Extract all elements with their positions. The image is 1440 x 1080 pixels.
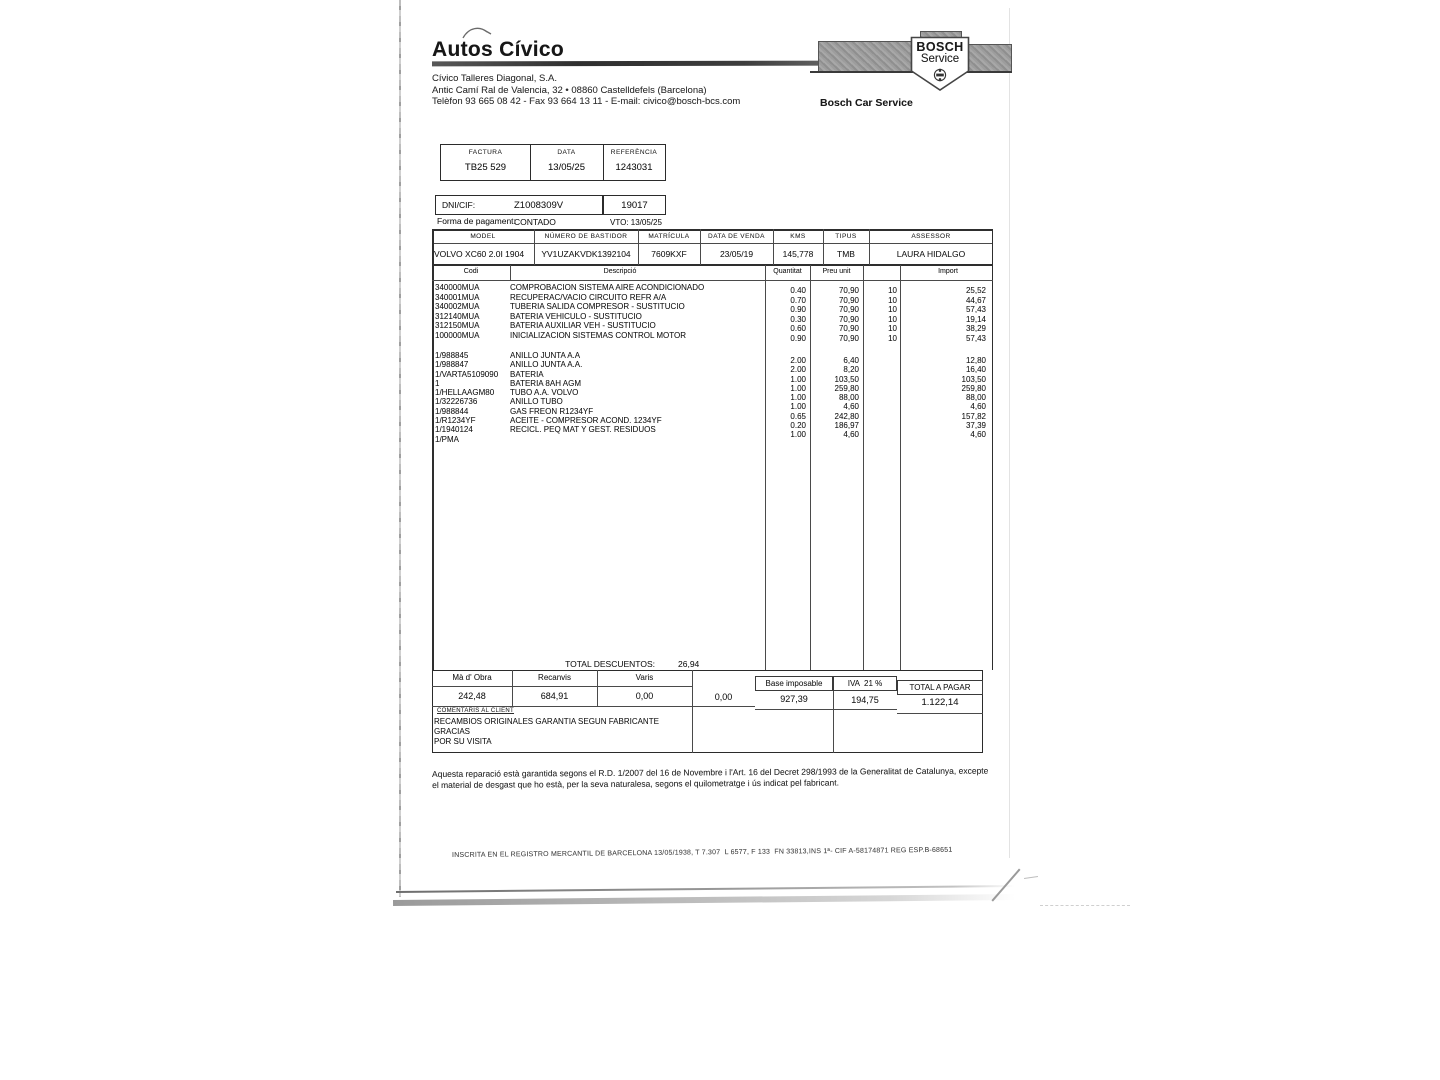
- total-descuentos-label: TOTAL DESCUENTOS:: [565, 659, 655, 669]
- parts-code-column-cell: 1/1940124: [435, 425, 473, 435]
- totals-right-values-underline-1: [755, 709, 897, 710]
- payment-vto: VTO: 13/05/25: [610, 218, 662, 227]
- data-label: DATA: [557, 149, 576, 156]
- vehicle-tipus-value: TMB: [837, 249, 855, 259]
- parts-code-column-cell: 1/988845: [435, 351, 469, 360]
- labor-price-column-cell: 70,90: [838, 324, 859, 333]
- payment-value: CONTADO: [514, 217, 556, 227]
- labor-code-column-cell: 312150MUA: [435, 321, 480, 330]
- totals-left-values-underline: [432, 706, 755, 707]
- labor-desc-column-cell: INICIALIZACION SISTEMAS CONTROL MOTOR: [510, 330, 687, 340]
- labor-dte-column-cell: 10: [888, 305, 897, 314]
- parts-qty-column-cell: 0.20: [790, 421, 806, 431]
- address-line-2: Antic Camí Ral de Valencia, 32 • 08860 Castelldefels (Barcelona): [432, 84, 707, 96]
- vehicle-bastidor-value: YV1UZAKVDK1392104: [541, 249, 631, 259]
- labor-qty-column-cell: 0.90: [790, 305, 806, 314]
- labor-desc-column-cell: TUBERIA SALIDA COMPRESOR - SUSTITUCIO: [510, 302, 685, 311]
- parts-desc-column-cell: GAS FREON R1234YF: [510, 406, 594, 416]
- parts-desc-column-cell: [510, 435, 764, 444]
- labor-amount-column-cell: 38,29: [965, 324, 986, 333]
- page-bottom-shadow-band: [393, 894, 1015, 906]
- labor-price-column-cell: 70,90: [838, 333, 859, 343]
- page-bottom-dotted-mark: [1040, 905, 1130, 906]
- items-header-codi: Codi: [463, 268, 479, 275]
- labor-desc-column-cell: COMPROBACION SISTEMA AIRE ACONDICIONADO: [510, 283, 705, 292]
- varis-value: 0,00: [635, 691, 654, 701]
- warranty-disclaimer: Aquesta reparació està garantida segons el R.D. 1/2007 del 16 de Novembre i l'Art. 16 del Decret 298/1993 de la Generalitat de Catalunya, excepte el material de desgast que ho està, per la seva naturalesa, segons el quilometratge i ús indicat pel fabricant.: [432, 765, 989, 790]
- page-bottom-shadow-line: [396, 885, 1014, 893]
- items-col-divider-price: [810, 265, 811, 670]
- labor-code-column: [435, 283, 509, 340]
- parts-desc-column-cell: ANILLO JUNTA A.A: [510, 351, 581, 360]
- labor-price-column: [812, 286, 859, 343]
- labor-amount-column-cell: 57,43: [965, 305, 986, 314]
- labor-price-column-cell: 70,90: [838, 305, 859, 314]
- vehicle-header-kms: KMS: [790, 233, 806, 240]
- parts-price-column-cell: 6,40: [843, 356, 859, 365]
- labor-desc-column: [510, 283, 764, 340]
- total-a-pagar-value: 1.122,14: [921, 697, 959, 708]
- vehicle-matricula-value: 7609KXF: [651, 249, 687, 259]
- labor-amount-column-cell: 57,43: [965, 333, 986, 343]
- parts-qty-column-cell: 1.00: [790, 402, 806, 412]
- labor-amount-column: [902, 286, 986, 343]
- labor-price-column-cell: 70,90: [838, 286, 859, 295]
- parts-desc-column-cell: ACEITE - COMPRESOR ACOND. 1234YF: [510, 416, 662, 426]
- iva-label: IVA 21 %: [847, 679, 883, 688]
- total-a-pagar-label: TOTAL A PAGAR: [909, 683, 971, 692]
- parts-qty-column-cell: 0.65: [790, 411, 806, 421]
- vehicle-table-top-border: [432, 229, 993, 231]
- parts-amount-column-cell: 4,60: [970, 402, 986, 412]
- ma-obra-value: 242,48: [458, 691, 486, 701]
- doc-left-border: [432, 229, 434, 670]
- parts-amount-column-cell: 4,60: [970, 430, 986, 440]
- parts-amount-column-cell: 103,50: [961, 374, 986, 384]
- parts-qty-column-cell: 1.00: [790, 383, 806, 393]
- dni-value: Z1008309V: [514, 199, 564, 211]
- invoice-header-box: [440, 144, 666, 181]
- parts-amount-column-cell: 157,82: [961, 411, 986, 421]
- parts-amount-column-cell: 37,39: [965, 421, 986, 431]
- parts-amount-column-cell: 16,40: [965, 365, 986, 375]
- labor-price-column-cell: 70,90: [838, 314, 859, 324]
- parts-price-column-cell: 242,80: [834, 411, 859, 421]
- totals-right-values-underline-2: [897, 713, 983, 714]
- title-underline-bar: [432, 61, 848, 67]
- labor-dte-column-cell: 10: [888, 314, 897, 324]
- parts-code-column: [435, 351, 509, 444]
- items-header-quantitat: Quantitat: [773, 268, 802, 275]
- bosch-caption: Bosch Car Service: [820, 97, 913, 109]
- total-descuentos-value: 26,94: [678, 659, 700, 669]
- labor-desc-column-cell: BATERIA VEHICULO - SUSTITUCIO: [510, 311, 642, 321]
- labor-code-column-cell: 100000MUA: [435, 330, 480, 340]
- parts-amount-column-cell: 259,80: [961, 383, 986, 393]
- labor-qty-column-cell: 0.90: [790, 333, 806, 343]
- doc-right-border: [992, 229, 994, 670]
- vehicle-header-tipus: TIPUS: [835, 233, 857, 240]
- mercantile-registry-line: INSCRITA EN EL REGISTRO MERCANTIL DE BARCELONA 13/05/1938, T 7.307 L 6577, F 133 FN 33813,INS 1ª- CIF A-58174871 REG ESP.B-68651: [452, 846, 953, 859]
- parts-amount-column: [902, 356, 986, 440]
- totals-left-header-underline: [432, 686, 692, 687]
- labor-desc-column-cell: BATERIA AUXILIAR VEH - SUSTITUCIO: [510, 321, 656, 330]
- parts-qty-column-cell: 1.00: [790, 374, 806, 384]
- vehicle-table-bottom-border: [432, 264, 993, 266]
- comments-text: [434, 717, 689, 747]
- labor-code-column-cell: 340000MUA: [435, 283, 480, 292]
- comments-line-1: RECAMBIOS ORIGINALES GARANTIA SEGUN FABRICANTE GRACIAS: [434, 717, 659, 736]
- parts-price-column-cell: 8,20: [843, 365, 859, 375]
- bosch-logo-text-1: BOSCH: [916, 40, 964, 54]
- labor-qty-column-cell: 0.70: [790, 295, 806, 305]
- parts-price-column-cell: 88,00: [838, 393, 859, 403]
- parts-qty-column-cell: 2.00: [790, 356, 806, 365]
- labor-dte-column-cell: 10: [888, 324, 897, 333]
- labor-qty-column: [760, 286, 806, 343]
- parts-price-column-cell: 4,60: [843, 402, 859, 412]
- totals-divider-v3: [692, 670, 693, 753]
- parts-code-column-cell: 1/988844: [435, 406, 469, 416]
- page-right-edge: [1009, 8, 1010, 858]
- items-header-bottom-border: [432, 280, 993, 281]
- parts-price-column-cell: 4,60: [843, 430, 859, 440]
- iva-value: 194,75: [851, 695, 879, 705]
- vehicle-header-model: MODEL: [470, 233, 496, 240]
- parts-code-column-cell: 1/HELLAAGM80: [435, 388, 495, 398]
- parts-price-column: [812, 356, 859, 440]
- parts-qty-column-cell: 1.00: [790, 430, 806, 440]
- factura-label: FACTURA: [468, 149, 503, 156]
- parts-desc-column-cell: RECICL. PEQ MAT Y GEST. RESIDUOS: [510, 425, 656, 435]
- referencia-value: 1243031: [615, 162, 653, 173]
- labor-dte-column: [866, 286, 897, 343]
- parts-amount-column-cell: 88,00: [965, 393, 986, 403]
- labor-amount-column-cell: 19,14: [965, 314, 986, 324]
- vehicle-assessor-value: LAURA HIDALGO: [896, 249, 966, 259]
- vehicle-table-mid-border: [432, 243, 993, 244]
- page-fold-dash: [1024, 876, 1038, 879]
- client-code-value: 19017: [621, 199, 648, 211]
- bosch-strip-left: [818, 41, 914, 73]
- labor-desc-column-cell: RECUPERAC/VACIO CIRCUITO REFR A/A: [510, 292, 667, 302]
- parts-price-column-cell: 186,97: [834, 421, 859, 431]
- labor-code-column-cell: 340001MUA: [435, 292, 480, 302]
- bosch-logo-text-2: Service: [920, 53, 960, 65]
- payment-label: Forma de pagament:: [437, 216, 516, 226]
- vehicle-header-matricula: MATRÍCULA: [648, 233, 690, 240]
- labor-code-column-cell: 340002MUA: [435, 302, 480, 311]
- parts-desc-column-cell: BATERIA: [510, 369, 544, 379]
- items-header-codi-divider: [510, 265, 511, 280]
- labor-amount-column-cell: 25,52: [965, 286, 986, 295]
- labor-dte-column-cell: 10: [888, 286, 897, 295]
- parts-qty-column-cell: 2.00: [790, 365, 806, 375]
- varis2-value: 0,00: [714, 692, 733, 702]
- vehicle-header-bastidor: NÚMERO DE BASTIDOR: [544, 233, 628, 240]
- dni-label: DNI/CIF:: [442, 200, 476, 210]
- base-imposable-value: 927,39: [780, 694, 808, 704]
- page-left-edge: [399, 0, 401, 897]
- items-col-divider-dte: [863, 265, 864, 670]
- items-header-descripcio: Descripció: [603, 268, 637, 275]
- labor-price-column-cell: 70,90: [838, 295, 859, 305]
- base-imposable-label: Base imposable: [765, 679, 823, 688]
- labor-qty-column-cell: 0.60: [790, 324, 806, 333]
- recanvis-label: Recanvis: [538, 673, 571, 682]
- parts-code-column-cell: 1/VARTA5109090: [435, 369, 499, 379]
- vehicle-venda-value: 23/05/19: [719, 249, 754, 259]
- parts-desc-column-cell: ANILLO JUNTA A.A.: [510, 360, 583, 370]
- parts-desc-column-cell: BATERIA 8AH AGM: [510, 378, 581, 388]
- parts-price-column-cell: 259,80: [834, 383, 859, 393]
- parts-price-column-cell: 103,50: [834, 374, 859, 384]
- referencia-label: REFERÈNCIA: [610, 149, 658, 156]
- vehicle-header-assessor: ASSESSOR: [911, 233, 951, 240]
- varis-label: Varis: [635, 673, 654, 682]
- labor-qty-column-cell: 0.40: [790, 286, 806, 295]
- ma-obra-label: Mà d' Obra: [452, 673, 492, 682]
- parts-qty-column: [760, 356, 806, 440]
- comments-label: COMENTARIS AL CLIENT: [437, 708, 515, 714]
- parts-desc-column-cell: TUBO A.A. VOLVO: [510, 388, 579, 398]
- client-code-box: [603, 195, 666, 215]
- bosch-armature-icon: [933, 68, 947, 82]
- address-line-1: Cívico Talleres Diagonal, S.A.: [432, 73, 557, 84]
- parts-code-column-cell: 1/PMA: [435, 434, 460, 444]
- items-col-divider-import: [900, 265, 901, 670]
- parts-code-column-cell: 1/R1234YF: [435, 416, 476, 426]
- bosch-strip-right: [968, 44, 1012, 73]
- labor-dte-column-cell: 10: [888, 333, 897, 343]
- comments-line-2: POR SU VISITA: [434, 737, 492, 746]
- data-value: 13/05/25: [548, 162, 585, 173]
- company-address-block: [432, 73, 740, 108]
- labor-code-column-cell: 312140MUA: [435, 311, 480, 321]
- parts-code-column-cell: 1/32226736: [435, 397, 478, 407]
- vehicle-kms-value: 145,778: [782, 249, 814, 259]
- company-title: Autos Cívico: [432, 38, 564, 61]
- items-header-import: Import: [938, 268, 958, 275]
- labor-dte-column-cell: 10: [888, 295, 897, 305]
- labor-amount-column-cell: 44,67: [965, 295, 986, 305]
- recanvis-value: 684,91: [540, 691, 569, 701]
- factura-value: TB25 529: [464, 162, 507, 173]
- parts-code-column-cell: 1/988847: [435, 360, 469, 370]
- vehicle-header-venda: DATA DE VENDA: [708, 233, 765, 240]
- parts-amount-column-cell: 12,80: [965, 356, 986, 365]
- parts-desc-column-cell: ANILLO TUBO: [510, 397, 563, 407]
- parts-code-column-cell: 1: [435, 378, 440, 388]
- dni-box: [435, 195, 603, 215]
- vehicle-model-value: VOLVO XC60 2.0I 1904: [434, 249, 525, 259]
- parts-desc-column: [510, 351, 764, 444]
- address-line-3: Telèfon 93 665 08 42 - Fax 93 664 13 11 - E-mail: civico@bosch-bcs.com: [432, 96, 741, 107]
- labor-qty-column-cell: 0.30: [790, 314, 806, 324]
- parts-qty-column-cell: 1.00: [790, 393, 806, 403]
- items-header-preu-unit: Preu unit: [822, 268, 851, 275]
